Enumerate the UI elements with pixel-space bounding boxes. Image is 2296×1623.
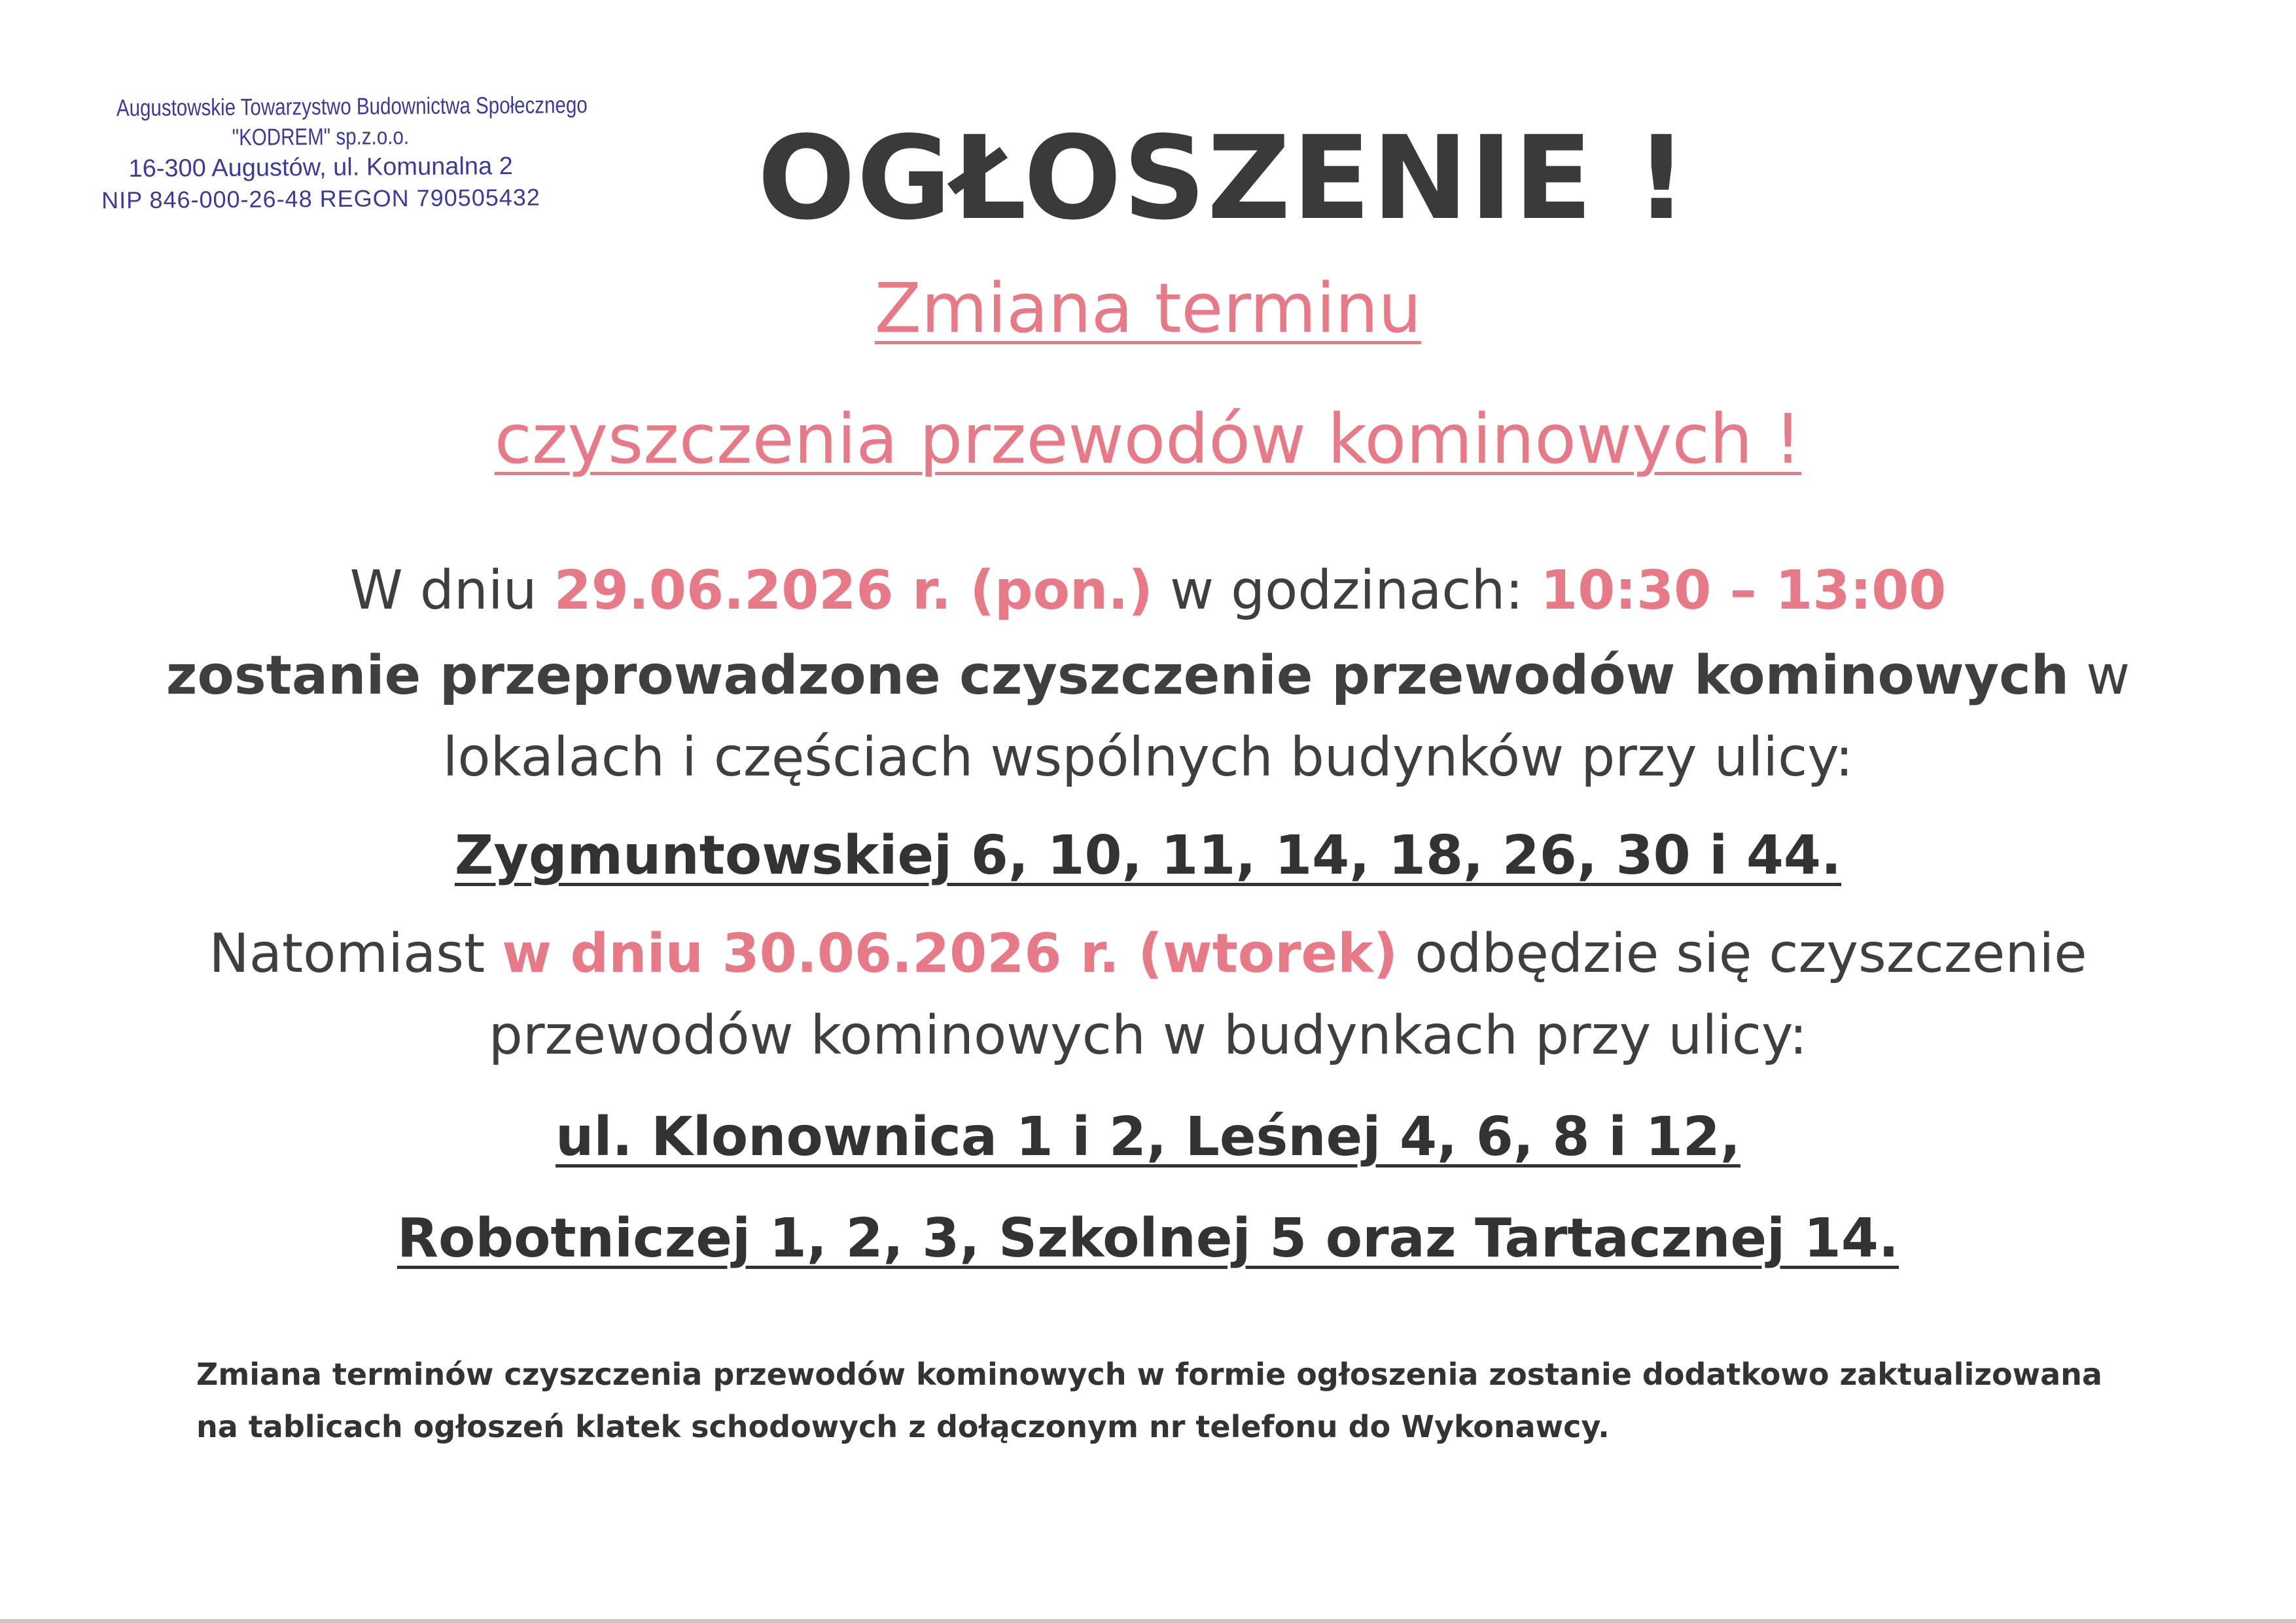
notice-heading: OGŁOSZENIE ! — [757, 111, 1689, 245]
body-line-1-mid: w godzinach: — [1152, 560, 1541, 622]
street-list-3 — [0, 1207, 2296, 1270]
stamp-company-short: "KODREM" sp.z.o.o. — [232, 122, 410, 151]
stamp-registration: NIP 846-000-26-48 REGON 790505432 — [101, 183, 540, 214]
street-list-2-text: ul. Klonownica 1 i 2, Leśnej 4, 6, 8 i 12, — [556, 1106, 1740, 1168]
stamp-address: 16-300 Augustów, ul. Komunalna 2 — [128, 152, 513, 183]
second-date: w dniu 30.06.2026 r. (wtorek) — [502, 923, 1398, 985]
body-line-2-bold: zostanie przeprowadzone czyszczenie przewodów kominowych — [166, 645, 2070, 707]
footnote-line-1: Zmiana terminów czyszczenia przewodów kominowych w formie ogłoszenia zostanie dodatkowo zaktualizowana — [196, 1357, 2102, 1392]
street-list-3-text: Robotniczej 1, 2, 3, Szkolnej 5 oraz Tartacznej 14. — [397, 1207, 1899, 1270]
footnote-line-2: na tablicach ogłoszeń klatek schodowych z dołączonym nr telefonu do Wykonawcy. — [196, 1409, 1610, 1444]
body-line-5 — [0, 923, 2296, 985]
subheading-line-1 — [0, 268, 2296, 348]
subheading-line-1-text: Zmiana terminu — [874, 268, 1422, 348]
body-line-5-lead: Natomiast — [209, 923, 503, 985]
body-line-5-rest: odbędzie się czyszczenie — [1398, 923, 2087, 985]
body-line-6: przewodów kominowych w budynkach przy ulicy: — [488, 1005, 1808, 1067]
street-list-1 — [0, 825, 2296, 887]
street-list-1-text: Zygmuntowskiej 6, 10, 11, 14, 18, 26, 30 i 44. — [454, 825, 1842, 887]
subheading-line-2-text: czyszczenia przewodów kominowych ! — [494, 399, 1802, 479]
body-line-3: lokalach i częściach wspólnych budynków przy ulicy: — [442, 726, 1854, 789]
scan-edge-divider — [0, 1619, 2296, 1623]
hours: 10:30 – 13:00 — [1540, 560, 1947, 622]
body-line-2 — [0, 645, 2296, 707]
body-line-1-lead: W dniu — [349, 560, 554, 622]
subheading-line-2 — [0, 399, 2296, 479]
footnote — [196, 1348, 2159, 1453]
stamp-company-name: Augustowskie Towarzystwo Budownictwa Społecznego — [116, 91, 588, 122]
body-line-1 — [0, 560, 2296, 622]
first-date: 29.06.2026 r. (pon.) — [554, 560, 1153, 622]
street-list-2 — [0, 1106, 2296, 1168]
body-line-2-rest: w — [2069, 645, 2130, 707]
